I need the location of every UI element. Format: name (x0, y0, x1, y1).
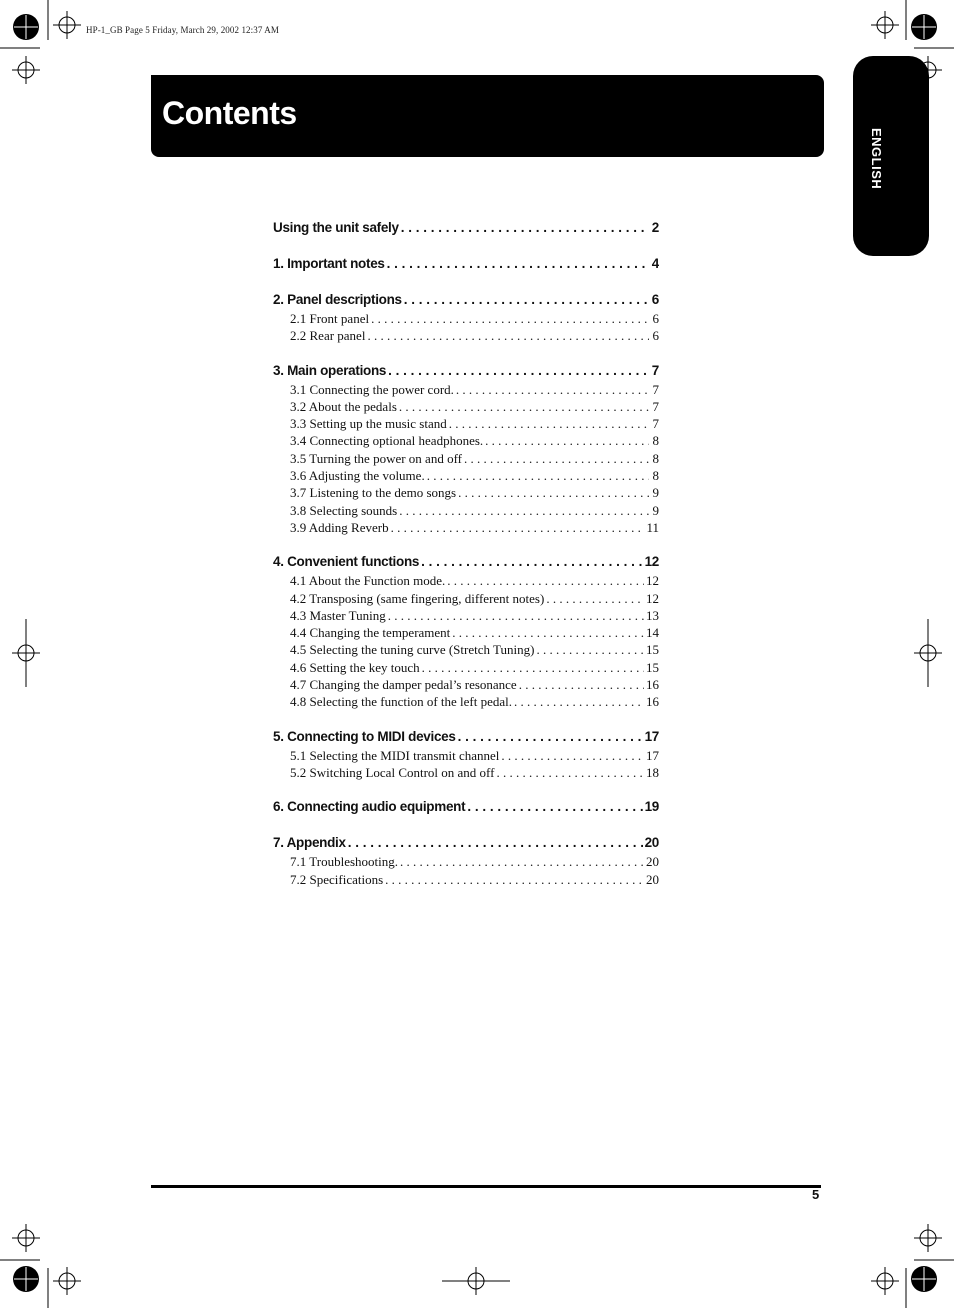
dot-leader (427, 467, 649, 484)
toc-subsection-title: 7.2 Specifications (290, 871, 384, 887)
toc-subsection[interactable] (273, 659, 659, 676)
toc-subsection-title: 5.1 Selecting the MIDI transmit channel (290, 747, 500, 763)
print-header-note: HP-1_GB Page 5 Friday, March 29, 2002 12:37 AM (86, 25, 280, 35)
toc-chapter[interactable] (273, 727, 659, 747)
toc-chapter-title: Using the unit safely (273, 220, 399, 235)
toc-subsection[interactable] (273, 853, 659, 870)
toc-subsection-title: 4.8 Selecting the function of the left pedal. (290, 694, 513, 710)
footer-rule (151, 1185, 821, 1188)
toc-subsection[interactable] (273, 590, 659, 607)
toc-chapter[interactable] (273, 361, 659, 381)
toc-chapter-title: 3. Main operations (273, 362, 387, 378)
toc-subsection-page: 7 (652, 416, 659, 432)
toc-chapter-page: 12 (644, 554, 659, 570)
dot-leader (371, 310, 649, 327)
toc-subsection-page: 11 (646, 519, 659, 535)
dot-leader (467, 797, 642, 817)
toc-subsection-title: 4.7 Changing the damper pedal’s resonance (290, 677, 517, 693)
dot-leader (388, 607, 644, 624)
toc-chapter-title: 5. Connecting to MIDI devices (273, 728, 456, 744)
toc-chapter[interactable] (273, 797, 659, 817)
dot-leader (367, 327, 649, 344)
contents-title-bar (151, 75, 824, 157)
language-tab-label: ENGLISH (869, 128, 884, 190)
toc-section (273, 290, 659, 345)
toc-subsection-page: 7 (652, 381, 659, 397)
toc-subsection-page: 16 (646, 677, 659, 693)
dot-leader (449, 415, 649, 432)
toc-subsection-title: 3.5 Turning the power on and off (290, 450, 463, 466)
dot-leader (546, 590, 644, 607)
toc-chapter-title: 6. Connecting audio equipment (273, 799, 466, 815)
dot-leader (401, 218, 649, 238)
toc-subsection-page: 9 (652, 485, 659, 501)
toc-subsection[interactable] (273, 572, 659, 589)
dot-leader (485, 432, 649, 449)
toc-subsection-title: 3.8 Selecting sounds (290, 502, 398, 518)
toc-subsection[interactable] (273, 747, 659, 764)
toc-subsection-title: 3.2 About the pedals (290, 398, 397, 414)
toc-subsection[interactable] (273, 693, 659, 710)
toc-subsection[interactable] (273, 871, 659, 888)
toc-subsection-page: 18 (646, 764, 659, 780)
toc-subsection[interactable] (273, 624, 659, 641)
toc-subsection[interactable] (273, 676, 659, 693)
toc-chapter[interactable] (273, 254, 659, 274)
toc-subsection-page: 9 (652, 502, 659, 518)
toc-subsection-page: 8 (652, 433, 659, 449)
toc-subsection-page: 12 (646, 590, 659, 606)
toc-chapter-page: 20 (644, 835, 659, 851)
dot-leader (348, 833, 643, 853)
dot-leader (404, 290, 649, 310)
toc-subsection-page: 7 (652, 398, 659, 414)
dot-leader (536, 641, 644, 658)
toc-subsection-title: 3.9 Adding Reverb (290, 519, 389, 535)
toc-section (273, 552, 659, 710)
toc-subsection-title: 7.1 Troubleshooting. (290, 854, 398, 870)
toc-subsection-title: 4.4 Changing the temperament (290, 625, 451, 641)
toc-chapter[interactable] (273, 552, 659, 572)
toc-subsection[interactable] (273, 327, 659, 344)
toc-subsection-page: 12 (646, 573, 659, 589)
dot-leader (388, 361, 649, 381)
toc-subsection[interactable] (273, 502, 659, 519)
toc-section (273, 218, 659, 238)
toc-chapter-page: 7 (651, 362, 659, 378)
toc-subsection-title: 2.1 Front panel (290, 311, 370, 326)
toc-chapter[interactable] (273, 218, 659, 238)
toc-subsection-title: 4.3 Master Tuning (290, 607, 386, 623)
toc-subsection[interactable] (273, 381, 659, 398)
toc-section (273, 727, 659, 782)
toc-subsection-page: 15 (646, 659, 659, 675)
dot-leader (387, 254, 649, 274)
toc-chapter-page: 19 (644, 799, 659, 815)
toc-subsection-page: 14 (646, 625, 659, 641)
toc-chapter-title: 2. Panel descriptions (273, 292, 402, 307)
dot-leader (447, 572, 644, 589)
dot-leader (458, 727, 643, 747)
toc-subsection-title: 4.2 Transposing (same fingering, different notes) (290, 590, 545, 606)
toc-subsection-title: 5.2 Switching Local Control on and off (290, 764, 495, 780)
page-title: Contents (162, 95, 297, 131)
dot-leader (496, 764, 644, 781)
toc-subsection-page: 6 (652, 311, 659, 326)
toc-subsection-title: 4.6 Setting the key touch (290, 659, 420, 675)
toc-subsection[interactable] (273, 398, 659, 415)
toc-subsection-page: 6 (652, 328, 659, 344)
toc-subsection-title: 3.1 Connecting the power cord. (290, 381, 454, 397)
toc-subsection[interactable] (273, 607, 659, 624)
toc-chapter-page: 6 (651, 292, 659, 307)
toc-chapter[interactable] (273, 833, 659, 853)
toc-chapter-page: 4 (651, 256, 659, 271)
toc-subsection-title: 2.2 Rear panel (290, 328, 366, 344)
table-of-contents (273, 218, 659, 904)
dot-leader (421, 552, 642, 572)
dot-leader (519, 676, 644, 693)
toc-subsection-page: 13 (646, 607, 659, 623)
toc-subsection-page: 16 (646, 694, 659, 710)
toc-subsection[interactable] (273, 310, 659, 327)
toc-subsection-title: 3.6 Adjusting the volume. (290, 468, 425, 484)
toc-subsection[interactable] (273, 450, 659, 467)
toc-chapter-title: 1. Important notes (273, 256, 385, 271)
page-number: 5 (812, 1187, 820, 1202)
toc-subsection[interactable] (273, 415, 659, 432)
toc-section (273, 797, 659, 817)
dot-leader (399, 502, 649, 519)
toc-subsection[interactable] (273, 764, 659, 781)
dot-leader (422, 659, 644, 676)
dot-leader (464, 450, 649, 467)
dot-leader (458, 484, 649, 501)
toc-chapter-title: 4. Convenient functions (273, 554, 420, 570)
toc-section (273, 254, 659, 274)
toc-subsection-page: 20 (646, 854, 659, 870)
dot-leader (452, 624, 644, 641)
toc-subsection-title: 3.7 Listening to the demo songs (290, 485, 457, 501)
toc-subsection[interactable] (273, 641, 659, 658)
dot-leader (501, 747, 644, 764)
toc-chapter-title: 7. Appendix (273, 835, 346, 851)
toc-chapter-page: 17 (644, 728, 659, 744)
dot-leader (385, 871, 644, 888)
dot-leader (514, 693, 644, 710)
language-tab (853, 56, 929, 256)
toc-subsection-page: 8 (652, 468, 659, 484)
dot-leader (400, 853, 644, 870)
dot-leader (399, 398, 649, 415)
toc-subsection-page: 17 (646, 747, 659, 763)
toc-section (273, 833, 659, 888)
toc-subsection[interactable] (273, 484, 659, 501)
toc-subsection-title: 3.3 Setting up the music stand (290, 416, 447, 432)
toc-chapter[interactable] (273, 290, 659, 310)
toc-chapter-page: 2 (651, 220, 659, 235)
toc-subsection-page: 20 (646, 871, 659, 887)
toc-subsection-title: 3.4 Connecting optional headphones. (290, 433, 484, 449)
dot-leader (391, 519, 645, 536)
toc-subsection[interactable] (273, 519, 659, 536)
toc-subsection-page: 8 (652, 450, 659, 466)
toc-subsection-title: 4.5 Selecting the tuning curve (Stretch Tuning) (290, 642, 535, 658)
toc-subsection-title: 4.1 About the Function mode. (290, 573, 446, 589)
toc-section (273, 361, 659, 537)
toc-subsection[interactable] (273, 432, 659, 449)
toc-subsection[interactable] (273, 467, 659, 484)
toc-subsection-page: 15 (646, 642, 659, 658)
dot-leader (456, 381, 649, 398)
